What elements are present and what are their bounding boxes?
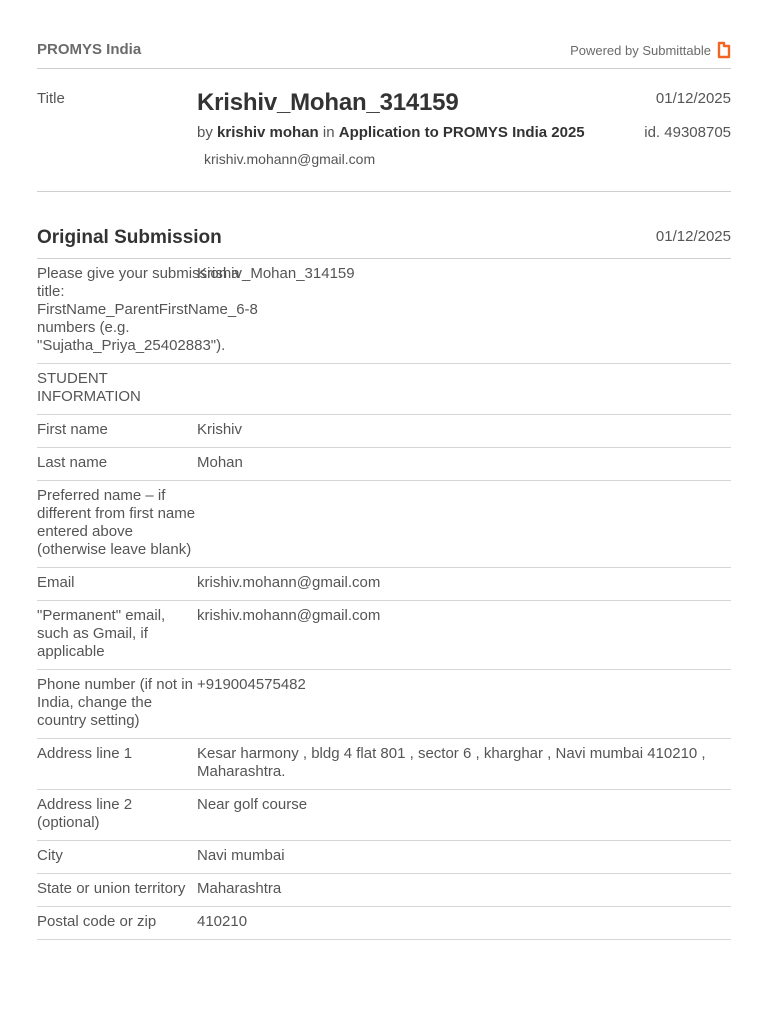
- header-main: [197, 89, 587, 167]
- submission-title: Krishiv_Mohan_314159: [197, 89, 459, 116]
- field-label: Please give your submission a title: FirstName_ParentFirstName_6-8 numbers (e.g. "Sujatha_Priya_25402883").: [37, 265, 258, 354]
- field-value: Mohan: [197, 454, 243, 471]
- table-row: [37, 364, 731, 415]
- table-row: [37, 874, 731, 907]
- field-value: [197, 487, 731, 559]
- field-value: +919004575482: [197, 676, 306, 693]
- powered-by[interactable]: [570, 41, 731, 59]
- field-value: 410210: [197, 913, 248, 930]
- organization-name: PROMYS India: [37, 41, 142, 58]
- field-label: Postal code or zip: [37, 913, 157, 930]
- table-row: [37, 670, 731, 739]
- in-word: in: [322, 124, 335, 141]
- field-value: krishiv.mohann@gmail.com: [197, 574, 381, 591]
- field-label: STUDENT INFORMATION: [37, 370, 141, 405]
- field-value: krishiv.mohann@gmail.com: [197, 607, 381, 624]
- submission-page: [37, 0, 731, 940]
- field-label: Email: [37, 574, 75, 591]
- field-label: Phone number (if not in India, change the country setting): [37, 676, 193, 729]
- field-value: Maharashtra: [197, 880, 282, 897]
- field-value: Near golf course: [197, 796, 308, 813]
- field-value: [197, 370, 731, 406]
- top-bar: [37, 0, 731, 69]
- field-label: Address line 2 (optional): [37, 796, 133, 831]
- author-email[interactable]: krishiv.mohann@gmail.com: [204, 151, 376, 167]
- header-meta: [644, 90, 731, 141]
- table-row: [37, 448, 731, 481]
- original-submission-section: [37, 192, 731, 259]
- field-label: Preferred name – if different from first name entered above (otherwise leave blank): [37, 487, 196, 558]
- table-row: [37, 259, 731, 364]
- fields-table: [37, 259, 731, 940]
- table-row: [37, 601, 731, 670]
- submission-date: 01/12/2025: [655, 90, 731, 107]
- table-row: [37, 907, 731, 940]
- field-value: Navi mumbai: [197, 847, 285, 864]
- submission-header: [37, 69, 731, 192]
- field-label: Last name: [37, 454, 108, 471]
- table-row: [37, 568, 731, 601]
- table-row: [37, 481, 731, 568]
- field-value: Kesar harmony , bldg 4 flat 801 , sector 6 , kharghar , Navi mumbai 410210 , Maharashtra.: [197, 745, 706, 780]
- field-label: Address line 1: [37, 745, 133, 762]
- field-label: "Permanent" email, such as Gmail, if applicable: [37, 607, 166, 660]
- author-name[interactable]: krishiv mohan: [217, 124, 319, 141]
- submission-byline: [197, 124, 587, 142]
- field-label: State or union territory: [37, 880, 186, 897]
- section-title: Original Submission: [37, 227, 222, 248]
- submission-id: id. 49308705: [644, 124, 731, 141]
- by-prefix: by: [197, 124, 213, 141]
- title-label: Title: [37, 90, 65, 107]
- field-value: Krishiv: [197, 421, 243, 438]
- form-name[interactable]: Application to PROMYS India 2025: [338, 124, 585, 141]
- section-date: 01/12/2025: [655, 228, 731, 245]
- table-row: [37, 790, 731, 841]
- table-row: [37, 415, 731, 448]
- table-row: [37, 841, 731, 874]
- field-label: City: [37, 847, 63, 864]
- table-row: [37, 739, 731, 790]
- field-value: Krishiv_Mohan_314159: [197, 265, 355, 282]
- powered-by-text: Powered by Submittable: [570, 42, 711, 58]
- submittable-logo-icon: [717, 41, 731, 59]
- field-label: First name: [37, 421, 108, 438]
